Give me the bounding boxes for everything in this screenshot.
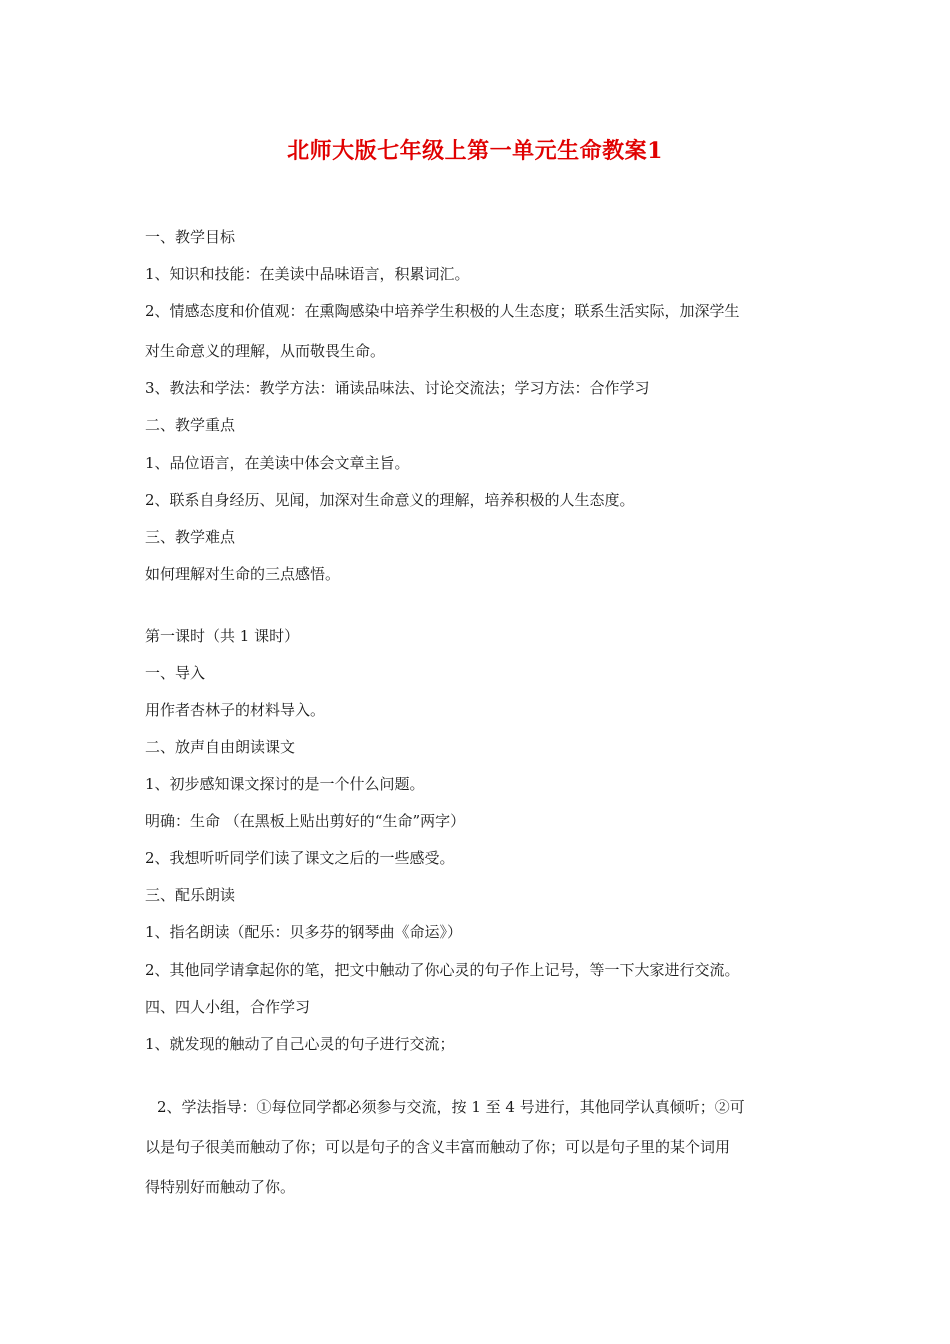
paragraph-line: 1、品位语言，在美读中体会文章主旨。 — [145, 454, 410, 472]
paragraph-line: 1、初步感知课文探讨的是一个什么问题。 — [145, 775, 425, 793]
paragraph-line: 1、就发现的触动了自己心灵的句子进行交流； — [145, 1035, 455, 1053]
paragraph-line: 2、其他同学请拿起你的笔，把文中触动了你心灵的句子作上记号，等一下大家进行交流。 — [145, 961, 740, 979]
paragraph-line: 得特别好而触动了你。 — [145, 1178, 296, 1196]
section-heading-group-study: 四、四人小组，合作学习 — [145, 998, 311, 1016]
paragraph-line: 1、指名朗读（配乐：贝多芬的钢琴曲《命运》） — [145, 923, 463, 941]
section-heading-difficulties: 三、教学难点 — [145, 528, 236, 546]
paragraph-line: 2、我想听听同学们读了课文之后的一些感受。 — [145, 849, 455, 867]
paragraph-line: 明确：生命 （在黑板上贴出剪好的“生命”两字） — [145, 812, 466, 830]
paragraph-line: 3、教法和学法：教学方法：诵读品味法、讨论交流法；学习方法：合作学习 — [145, 379, 650, 397]
paragraph-line: 如何理解对生命的三点感悟。 — [145, 565, 341, 583]
section-heading-objectives: 一、教学目标 — [145, 228, 236, 246]
paragraph-line: 2、情感态度和价值观：在熏陶感染中培养学生积极的人生态度；联系生活实际，加深学生 — [145, 302, 740, 320]
paragraph-line: 1、知识和技能：在美读中品味语言，积累词汇。 — [145, 265, 470, 283]
section-heading-music-reading: 三、配乐朗读 — [145, 886, 236, 904]
paragraph-line: 对生命意义的理解，从而敬畏生命。 — [145, 342, 386, 360]
section-heading-reading: 二、放声自由朗读课文 — [145, 738, 296, 756]
document-title: 北师大版七年级上第一单元生命教案1 — [287, 138, 663, 164]
paragraph-line: 用作者杏林子的材料导入。 — [145, 701, 326, 719]
paragraph-line: 以是句子很美而触动了你；可以是句子的含义丰富而触动了你；可以是句子里的某个词用 — [145, 1138, 731, 1156]
paragraph-line: 2、联系自身经历、见闻，加深对生命意义的理解，培养积极的人生态度。 — [145, 491, 635, 509]
section-heading-intro: 一、导入 — [145, 664, 206, 682]
section-heading-keypoints: 二、教学重点 — [145, 416, 236, 434]
paragraph-line: 2、学法指导：①每位同学都必须参与交流，按 1 至 4 号进行，其他同学认真倾听；②可 — [157, 1098, 745, 1116]
lesson-heading: 第一课时（共 1 课时） — [145, 627, 300, 645]
